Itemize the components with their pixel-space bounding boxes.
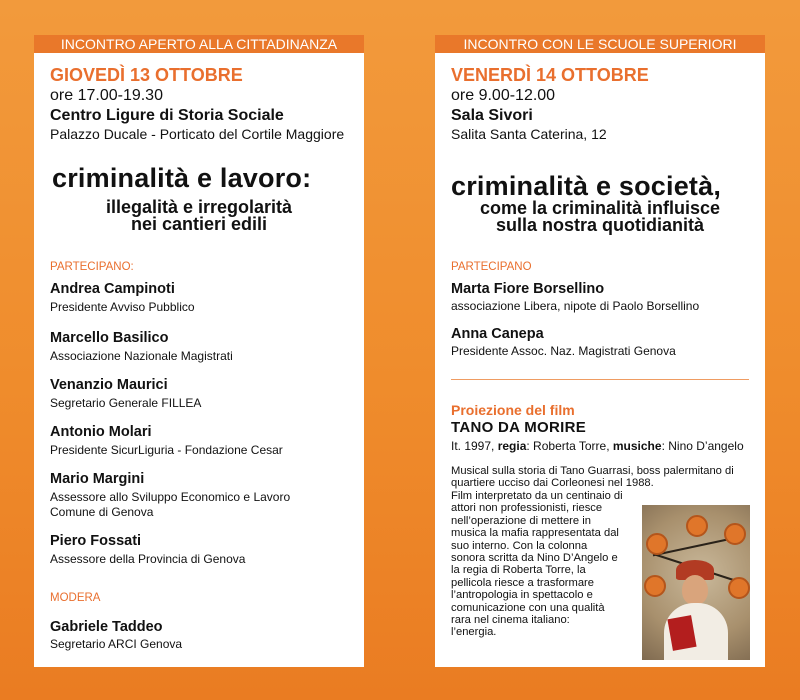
right-venue: Sala Sivori <box>451 107 533 124</box>
left-time: ore 17.00-19.30 <box>50 87 163 104</box>
participant-role: Presidente SicurLiguria - Fondazione Cesar <box>50 443 283 457</box>
participant-role: Assessore allo Sviluppo Economico e Lavoro <box>50 490 291 504</box>
right-panel <box>435 35 765 667</box>
film-description: Film interpretato da un centinaio di attori non professionisti, riesce nell’operazione di mettere in musica la mafia rappresentata dal suo interno. Con la colonna sonora scritta da Nino D’Angelo e la regia di Roberta Torre, la pellicola riesce a trasformare l’antropologia in spettacolo e comunicazione con una qualità rara nel cinema italiano: l’energia. <box>451 490 623 639</box>
film-intro-line-2: quartiere ucciso dai Corleonesi nel 1988. <box>451 477 654 489</box>
film-title: TANO DA MORIRE <box>451 419 587 436</box>
section-divider <box>451 379 749 380</box>
right-time: ore 9.00-12.00 <box>451 87 556 104</box>
right-subtitle-2: sulla nostra quotidianità <box>495 215 705 235</box>
left-venue: Centro Ligure di Storia Sociale <box>50 107 284 124</box>
film-intro-line-1: Musical sulla storia di Tano Guarrasi, boss palermitano di <box>451 465 734 477</box>
moderator-name: Gabriele Taddeo <box>50 619 163 635</box>
left-moderator-label: MODERA <box>50 592 101 604</box>
participant-role: Segretario Generale FILLEA <box>50 396 202 410</box>
left-date: GIOVEDÌ 13 OTTOBRE <box>50 65 243 85</box>
right-date: VENERDÌ 14 OTTOBRE <box>451 65 649 85</box>
left-subtitle-2: nei cantieri edili <box>130 214 268 234</box>
film-still-photo <box>642 505 750 660</box>
right-title: criminalità e società, <box>451 171 722 201</box>
participant-role: Comune di Genova <box>50 505 154 519</box>
right-header-bar: INCONTRO CON LE SCUOLE SUPERIORI <box>435 35 765 53</box>
left-title: criminalità e lavoro: <box>52 163 312 193</box>
participant-name: Marta Fiore Borsellino <box>451 281 605 297</box>
film-credits: It. 1997, regia: Roberta Torre, musiche: Nino D’angelo <box>451 439 744 453</box>
participant-name: Anna Canepa <box>451 326 544 342</box>
right-subtitle-1: come la criminalità influisce <box>479 198 721 218</box>
participant-name: Andrea Campinoti <box>50 281 175 297</box>
participant-name: Piero Fossati <box>50 533 142 549</box>
participant-name: Marcello Basilico <box>50 330 169 346</box>
right-participants-label: PARTECIPANO <box>451 261 532 273</box>
participant-role: Associazione Nazionale Magistrati <box>50 349 233 363</box>
participant-role: Presidente Avviso Pubblico <box>50 300 195 314</box>
participant-role: Assessore della Provincia di Genova <box>50 552 246 566</box>
left-panel <box>34 35 364 667</box>
moderator-role: Segretario ARCI Genova <box>50 637 183 651</box>
left-header-bar: INCONTRO APERTO ALLA CITTADINANZA <box>34 35 364 53</box>
right-address: Salita Santa Caterina, 12 <box>451 126 607 142</box>
left-participants-label: PARTECIPANO: <box>50 261 134 273</box>
participant-role: Presidente Assoc. Naz. Magistrati Genova <box>451 344 676 358</box>
participant-name: Mario Margini <box>50 471 145 487</box>
left-subtitle-1: illegalità e irregolarità <box>105 197 293 217</box>
participant-name: Venanzio Maurici <box>50 377 168 393</box>
participant-role: associazione Libera, nipote di Paolo Borsellino <box>451 299 700 313</box>
left-address: Palazzo Ducale - Porticato del Cortile Maggiore <box>50 126 345 142</box>
participant-name: Antonio Molari <box>50 424 152 440</box>
film-section-label: Proiezione del film <box>451 402 575 418</box>
